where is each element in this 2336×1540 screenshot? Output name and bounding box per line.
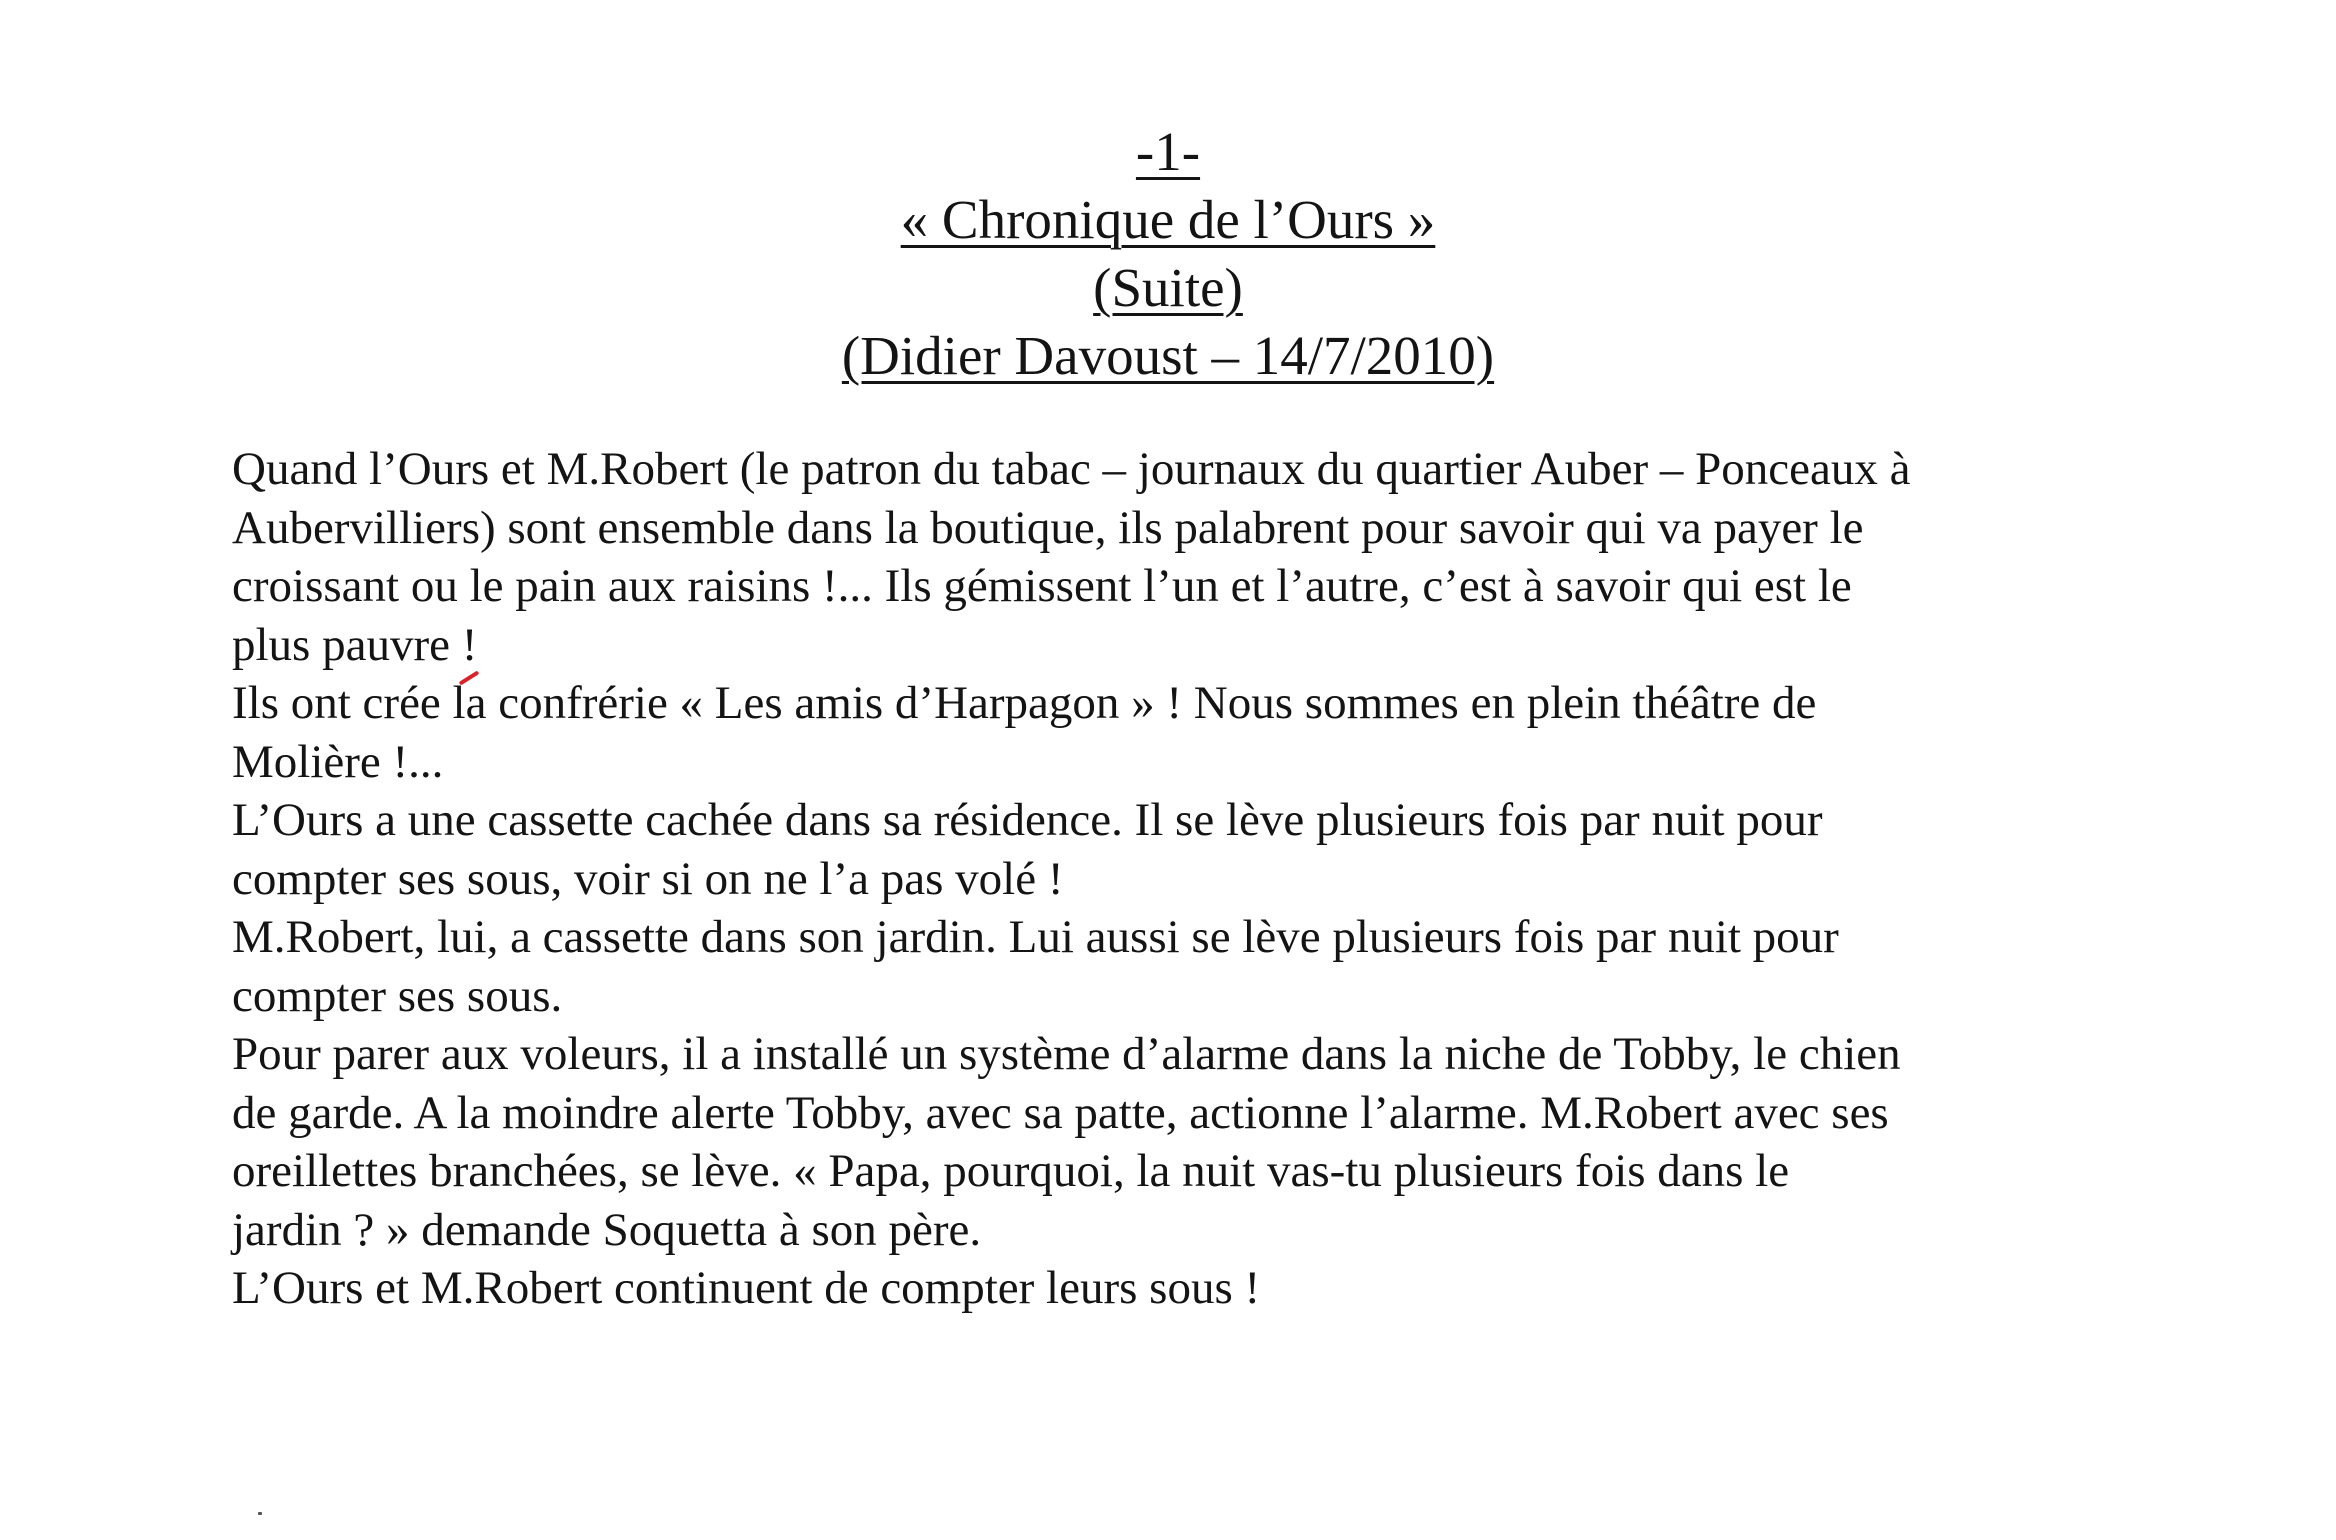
text-line: Molière !...: [232, 735, 444, 788]
text-line: L’Ours et M.Robert continuent de compter leurs sous !: [232, 1262, 1261, 1314]
document-header: [0, 118, 2336, 390]
text-line: compter ses sous, voir si on ne l’a pas volé !: [232, 852, 1064, 905]
text-line: Pour parer aux voleurs, il a installé un système d’alarme dans la niche de Tobby, le chien: [232, 1028, 1901, 1080]
author-date: (Didier Davoust – 14/7/2010): [841, 325, 1495, 386]
text-line: plus pauvre !: [232, 618, 478, 671]
text-line: de garde. A la moindre alerte Tobby, avec sa patte, actionne l’alarme. M.Robert avec ses: [232, 1086, 1889, 1139]
text-line: oreillettes branchées, se lève. « Papa, pourquoi, la nuit vas-tu plusieurs fois dans le: [232, 1145, 1790, 1197]
text-line: croissant ou le pain aux raisins !... Ils gémissent l’un et l’autre, c’est à savoir qui est le: [232, 560, 1852, 612]
text-line: compter ses sous.: [232, 969, 563, 1022]
text-line: L’Ours a une cassette cachée dans sa résidence. Il se lève plusieurs fois par nuit pour: [232, 794, 1823, 846]
document-subtitle: (Suite): [1093, 257, 1243, 318]
document-title: « Chronique de l’Ours »: [900, 189, 1436, 250]
text-line: Ils ont crée la confrérie « Les amis d’Harpagon » ! Nous sommes en plein théâtre de: [232, 677, 1817, 729]
text-line: jardin ? » demande Soquetta à son père.: [232, 1203, 982, 1256]
text-line: Aubervilliers) sont ensemble dans la boutique, ils palabrent pour savoir qui va payer le: [232, 501, 1864, 554]
scan-speck: [258, 1512, 262, 1515]
text-line: Quand l’Ours et M.Robert (le patron du tabac – journaux du quartier Auber – Ponceaux à: [232, 443, 1911, 495]
text-line: M.Robert, lui, a cassette dans son jardin. Lui aussi se lève plusieurs fois par nuit pour: [232, 911, 1839, 963]
page-number: -1-: [1135, 121, 1201, 182]
body-text: [232, 440, 2132, 1318]
